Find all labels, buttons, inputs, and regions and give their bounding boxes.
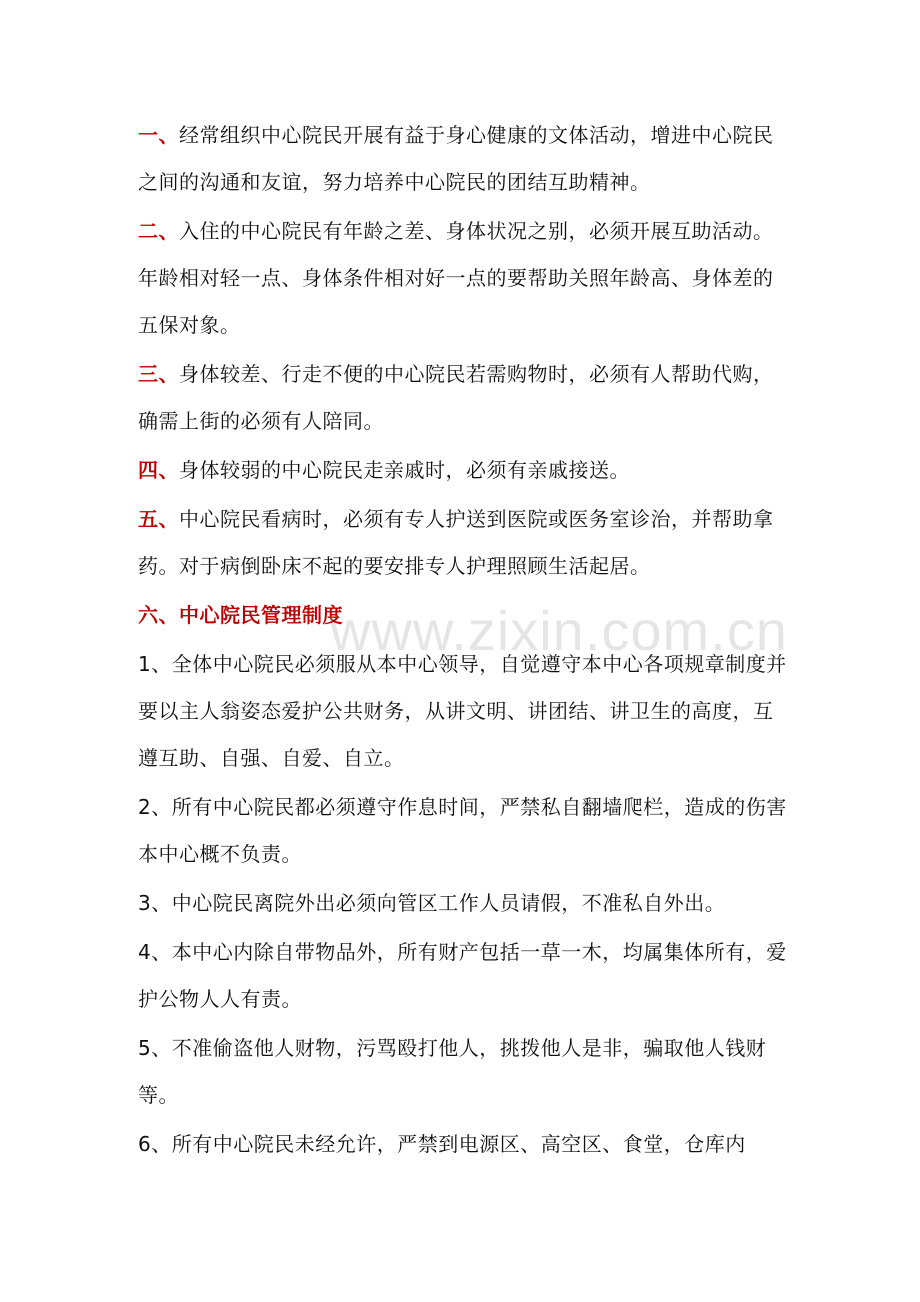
- section-number: 五、: [138, 507, 179, 531]
- section-text: 身体较弱的中心院民走亲戚时，必须有亲戚接送。: [179, 458, 630, 482]
- section-number: 四、: [138, 458, 179, 482]
- section-text: 身体较差、行走不便的中心院民若需购物时，必须有人帮助代购，确需上街的必须有人陪同。: [138, 362, 774, 433]
- section-number: 二、: [138, 219, 179, 243]
- rule-5: 5、不准偷盗他人财物，污骂殴打他人，挑拨他人是非，骗取他人钱财等。: [138, 1036, 767, 1107]
- section-text: 入住的中心院民有年龄之差、身体状况之别，必须开展互助活动。年龄相对轻一点、身体条件相对好一点的要帮助关照年龄高、身体差的五保对象。: [138, 219, 774, 337]
- watermark: www.zixin.com.cn: [330, 599, 788, 662]
- section-1: [138, 112, 788, 206]
- section-4: [138, 447, 788, 494]
- rule-3: 3、中心院民离院外出必须向管区工作人员请假，不准私自外出。: [138, 891, 726, 915]
- rule-4: 4、本中心内除自带物品外，所有财产包括一草一木，均属集体所有，爱护公物人人有责。: [138, 940, 787, 1011]
- section-text: 中心院民看病时，必须有专人护送到医院或医务室诊治，并帮助拿药。对于病倒卧床不起的要安排专人护理照顾生活起居。: [138, 507, 774, 578]
- section-heading: 六、中心院民管理制度: [138, 603, 343, 627]
- document-body: [138, 112, 788, 1170]
- section-2: [138, 208, 788, 349]
- section-5: [138, 496, 788, 590]
- rule-1: 1、全体中心院民必须服从本中心领导，自觉遵守本中心各项规章制度并要以主人翁姿态爱护公共财务，从讲文明、讲团结、讲卫生的高度，互遵互助、自强、自爱、自立。: [138, 652, 787, 770]
- section-number: 一、: [138, 123, 179, 147]
- rule-6: 6、所有中心院民未经允许，严禁到电源区、高空区、食堂，仓库内: [138, 1132, 746, 1156]
- section-number: 三、: [138, 362, 179, 386]
- rule-2: 2、所有中心院民都必须遵守作息时间，严禁私自翻墙爬栏，造成的伤害本中心概不负责。: [138, 795, 787, 866]
- section-3: [138, 351, 788, 445]
- section-text: 经常组织中心院民开展有益于身心健康的文体活动，增进中心院民之间的沟通和友谊，努力培养中心院民的团结互助精神。: [138, 123, 774, 194]
